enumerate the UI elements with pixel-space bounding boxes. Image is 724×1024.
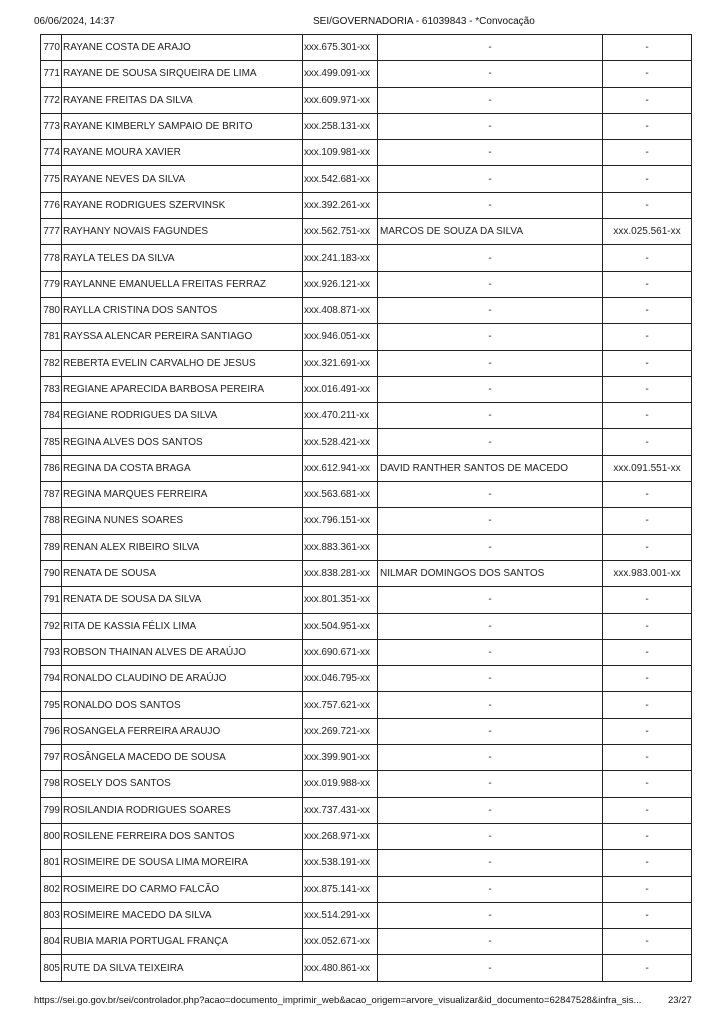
candidate-name: RAYANE KIMBERLY SAMPAIO DE BRITO: [62, 113, 303, 139]
row-number: 780: [41, 297, 62, 323]
table-row: [41, 429, 692, 455]
table-row: [41, 192, 692, 218]
substitute-cpf: -: [603, 87, 692, 113]
candidate-name: REGIANE APARECIDA BARBOSA PEREIRA: [62, 376, 303, 402]
document-title: SEI/GOVERNADORIA - 61039843 - *Convocação: [313, 16, 535, 27]
row-number: 805: [41, 955, 62, 981]
candidate-name: REGINA NUNES SOARES: [62, 508, 303, 534]
row-number: 770: [41, 35, 62, 61]
candidate-cpf: xxx.542.681-xx: [303, 166, 378, 192]
candidate-cpf: xxx.946.051-xx: [303, 324, 378, 350]
substitute-cpf: -: [603, 403, 692, 429]
substitute-cpf: -: [603, 902, 692, 928]
table-row: [41, 350, 692, 376]
substitute-cpf: -: [603, 166, 692, 192]
row-number: 785: [41, 429, 62, 455]
candidate-name: ROSÂNGELA MACEDO DE SOUSA: [62, 745, 303, 771]
substitute-cpf: -: [603, 771, 692, 797]
candidate-name: RAYANE FREITAS DA SILVA: [62, 87, 303, 113]
row-number: 794: [41, 666, 62, 692]
page-number: 23/27: [668, 995, 692, 1006]
candidate-name: ROSIMEIRE DE SOUSA LIMA MOREIRA: [62, 850, 303, 876]
table-row: [41, 403, 692, 429]
row-number: 800: [41, 823, 62, 849]
table-row: [41, 271, 692, 297]
candidate-cpf: xxx.019.988-xx: [303, 771, 378, 797]
table-row: [41, 876, 692, 902]
substitute-name: -: [378, 613, 603, 639]
substitute-cpf: -: [603, 508, 692, 534]
table-row: [41, 87, 692, 113]
substitute-name: -: [378, 166, 603, 192]
substitute-name: -: [378, 87, 603, 113]
row-number: 776: [41, 192, 62, 218]
substitute-cpf: -: [603, 587, 692, 613]
row-number: 788: [41, 508, 62, 534]
candidate-name: ROSIMEIRE DO CARMO FALCÃO: [62, 876, 303, 902]
substitute-name: -: [378, 587, 603, 613]
candidate-cpf: xxx.737.431-xx: [303, 797, 378, 823]
candidate-name: REGINA ALVES DOS SANTOS: [62, 429, 303, 455]
page-url: https://sei.go.gov.br/sei/controlador.php?acao=documento_imprimir_web&acao_origem=arvore_visualizar&id_documento=62847528&infra_sis...: [34, 995, 642, 1006]
candidate-name: RONALDO CLAUDINO DE ARAÚJO: [62, 666, 303, 692]
row-number: 797: [41, 745, 62, 771]
substitute-name: -: [378, 376, 603, 402]
candidate-name: REGIANE RODRIGUES DA SILVA: [62, 403, 303, 429]
candidate-cpf: xxx.016.491-xx: [303, 376, 378, 402]
candidate-name: ROSELY DOS SANTOS: [62, 771, 303, 797]
table-row: [41, 823, 692, 849]
substitute-name: -: [378, 797, 603, 823]
candidate-cpf: xxx.052.671-xx: [303, 929, 378, 955]
candidate-name: RAYANE NEVES DA SILVA: [62, 166, 303, 192]
row-number: 783: [41, 376, 62, 402]
substitute-name: -: [378, 271, 603, 297]
substitute-name: -: [378, 902, 603, 928]
table-row: [41, 61, 692, 87]
row-number: 779: [41, 271, 62, 297]
table-row: [41, 902, 692, 928]
candidate-name: RAYANE COSTA DE ARAJO: [62, 35, 303, 61]
candidate-name: RAYANE RODRIGUES SZERVINSK: [62, 192, 303, 218]
candidate-name: RENAN ALEX RIBEIRO SILVA: [62, 534, 303, 560]
row-number: 773: [41, 113, 62, 139]
candidate-name: ROBSON THAINAN ALVES DE ARAÚJO: [62, 639, 303, 665]
row-number: 799: [41, 797, 62, 823]
candidate-cpf: xxx.046.795-xx: [303, 666, 378, 692]
candidate-cpf: xxx.480.861-xx: [303, 955, 378, 981]
table-row: [41, 376, 692, 402]
table-row: [41, 560, 692, 586]
substitute-cpf: -: [603, 850, 692, 876]
substitute-cpf: -: [603, 271, 692, 297]
table-row: [41, 140, 692, 166]
table-row: [41, 639, 692, 665]
substitute-cpf: -: [603, 482, 692, 508]
substitute-name: -: [378, 297, 603, 323]
substitute-name: -: [378, 482, 603, 508]
substitute-cpf: -: [603, 192, 692, 218]
substitute-cpf: -: [603, 35, 692, 61]
substitute-cpf: -: [603, 324, 692, 350]
row-number: 787: [41, 482, 62, 508]
table-row: [41, 745, 692, 771]
substitute-name: -: [378, 403, 603, 429]
substitute-cpf: -: [603, 61, 692, 87]
candidate-cpf: xxx.504.951-xx: [303, 613, 378, 639]
candidate-name: ROSANGELA FERREIRA ARAUJO: [62, 718, 303, 744]
row-number: 802: [41, 876, 62, 902]
substitute-cpf: -: [603, 613, 692, 639]
substitute-name: -: [378, 929, 603, 955]
substitute-cpf: -: [603, 350, 692, 376]
convocation-table: [40, 34, 692, 982]
row-number: 781: [41, 324, 62, 350]
candidate-name: ROSILENE FERREIRA DOS SANTOS: [62, 823, 303, 849]
substitute-cpf: -: [603, 297, 692, 323]
row-number: 789: [41, 534, 62, 560]
candidate-cpf: xxx.109.981-xx: [303, 140, 378, 166]
table-row: [41, 455, 692, 481]
candidate-cpf: xxx.470.211-xx: [303, 403, 378, 429]
candidate-name: RUBIA MARIA PORTUGAL FRANÇA: [62, 929, 303, 955]
candidate-name: RAYANE DE SOUSA SIRQUEIRA DE LIMA: [62, 61, 303, 87]
candidate-cpf: xxx.757.621-xx: [303, 692, 378, 718]
row-number: 784: [41, 403, 62, 429]
row-number: 803: [41, 902, 62, 928]
table-row: [41, 692, 692, 718]
table-row: [41, 850, 692, 876]
candidate-cpf: xxx.241.183-xx: [303, 245, 378, 271]
candidate-cpf: xxx.408.871-xx: [303, 297, 378, 323]
substitute-name: -: [378, 245, 603, 271]
candidate-cpf: xxx.796.151-xx: [303, 508, 378, 534]
substitute-name: -: [378, 639, 603, 665]
substitute-name: -: [378, 534, 603, 560]
row-number: 786: [41, 455, 62, 481]
substitute-cpf: -: [603, 718, 692, 744]
row-number: 778: [41, 245, 62, 271]
table-row: [41, 324, 692, 350]
candidate-cpf: xxx.269.721-xx: [303, 718, 378, 744]
row-number: 804: [41, 929, 62, 955]
substitute-name: -: [378, 350, 603, 376]
table-row: [41, 718, 692, 744]
candidate-cpf: xxx.268.971-xx: [303, 823, 378, 849]
row-number: 793: [41, 639, 62, 665]
substitute-name: -: [378, 666, 603, 692]
candidate-name: RENATA DE SOUSA: [62, 560, 303, 586]
table-row: [41, 929, 692, 955]
table-row: [41, 508, 692, 534]
substitute-cpf: -: [603, 376, 692, 402]
candidate-cpf: xxx.392.261-xx: [303, 192, 378, 218]
substitute-cpf: xxx.025.561-xx: [603, 219, 692, 245]
candidate-cpf: xxx.883.361-xx: [303, 534, 378, 560]
candidate-name: RAYLLA CRISTINA DOS SANTOS: [62, 297, 303, 323]
substitute-cpf: xxx.983.001-xx: [603, 560, 692, 586]
row-number: 782: [41, 350, 62, 376]
candidate-name: ROSILANDIA RODRIGUES SOARES: [62, 797, 303, 823]
row-number: 775: [41, 166, 62, 192]
row-number: 798: [41, 771, 62, 797]
candidate-cpf: xxx.538.191-xx: [303, 850, 378, 876]
table-row: [41, 534, 692, 560]
row-number: 774: [41, 140, 62, 166]
substitute-cpf: -: [603, 113, 692, 139]
substitute-cpf: -: [603, 876, 692, 902]
candidate-name: RAYLANNE EMANUELLA FREITAS FERRAZ: [62, 271, 303, 297]
substitute-name: -: [378, 192, 603, 218]
row-number: 792: [41, 613, 62, 639]
table-row: [41, 797, 692, 823]
candidate-cpf: xxx.612.941-xx: [303, 455, 378, 481]
substitute-cpf: -: [603, 929, 692, 955]
candidate-name: RONALDO DOS SANTOS: [62, 692, 303, 718]
table-row: [41, 666, 692, 692]
candidate-name: RAYANE MOURA XAVIER: [62, 140, 303, 166]
candidate-cpf: xxx.528.421-xx: [303, 429, 378, 455]
candidate-name: RUTE DA SILVA TEIXEIRA: [62, 955, 303, 981]
substitute-name: NILMAR DOMINGOS DOS SANTOS: [378, 560, 603, 586]
table-row: [41, 113, 692, 139]
row-number: 801: [41, 850, 62, 876]
substitute-name: MARCOS DE SOUZA DA SILVA: [378, 219, 603, 245]
substitute-name: -: [378, 113, 603, 139]
substitute-name: -: [378, 429, 603, 455]
candidate-cpf: xxx.563.681-xx: [303, 482, 378, 508]
substitute-name: -: [378, 35, 603, 61]
table-row: [41, 297, 692, 323]
row-number: 772: [41, 87, 62, 113]
substitute-cpf: -: [603, 823, 692, 849]
substitute-name: -: [378, 745, 603, 771]
candidate-cpf: xxx.514.291-xx: [303, 902, 378, 928]
substitute-name: -: [378, 140, 603, 166]
candidate-cpf: xxx.926.121-xx: [303, 271, 378, 297]
substitute-cpf: xxx.091.551-xx: [603, 455, 692, 481]
candidate-cpf: xxx.258.131-xx: [303, 113, 378, 139]
table-row: [41, 613, 692, 639]
candidate-cpf: xxx.562.751-xx: [303, 219, 378, 245]
row-number: 771: [41, 61, 62, 87]
candidate-cpf: xxx.499.091-xx: [303, 61, 378, 87]
substitute-cpf: -: [603, 534, 692, 560]
candidate-name: RENATA DE SOUSA DA SILVA: [62, 587, 303, 613]
substitute-cpf: -: [603, 955, 692, 981]
candidate-name: RAYLA TELES DA SILVA: [62, 245, 303, 271]
row-number: 791: [41, 587, 62, 613]
substitute-cpf: -: [603, 639, 692, 665]
substitute-name: -: [378, 955, 603, 981]
candidate-cpf: xxx.609.971-xx: [303, 87, 378, 113]
candidate-cpf: xxx.801.351-xx: [303, 587, 378, 613]
substitute-cpf: -: [603, 245, 692, 271]
substitute-name: -: [378, 876, 603, 902]
substitute-cpf: -: [603, 666, 692, 692]
candidate-name: REGINA DA COSTA BRAGA: [62, 455, 303, 481]
substitute-name: -: [378, 508, 603, 534]
substitute-name: -: [378, 692, 603, 718]
candidate-cpf: xxx.875.141-xx: [303, 876, 378, 902]
table-row: [41, 771, 692, 797]
candidate-cpf: xxx.690.671-xx: [303, 639, 378, 665]
table-row: [41, 955, 692, 981]
substitute-name: -: [378, 718, 603, 744]
substitute-name: -: [378, 823, 603, 849]
row-number: 790: [41, 560, 62, 586]
row-number: 796: [41, 718, 62, 744]
table-row: [41, 245, 692, 271]
row-number: 777: [41, 219, 62, 245]
table-row: [41, 587, 692, 613]
substitute-name: -: [378, 324, 603, 350]
substitute-name: -: [378, 61, 603, 87]
substitute-cpf: -: [603, 429, 692, 455]
table-row: [41, 35, 692, 61]
substitute-cpf: -: [603, 797, 692, 823]
candidate-cpf: xxx.838.281-xx: [303, 560, 378, 586]
substitute-cpf: -: [603, 745, 692, 771]
candidate-name: RITA DE KASSIA FÉLIX LIMA: [62, 613, 303, 639]
candidate-name: REGINA MARQUES FERREIRA: [62, 482, 303, 508]
substitute-name: -: [378, 850, 603, 876]
table-row: [41, 482, 692, 508]
candidate-name: REBERTA EVELIN CARVALHO DE JESUS: [62, 350, 303, 376]
substitute-cpf: -: [603, 692, 692, 718]
print-datetime: 06/06/2024, 14:37: [34, 16, 115, 27]
substitute-name: DAVID RANTHER SANTOS DE MACEDO: [378, 455, 603, 481]
substitute-name: -: [378, 771, 603, 797]
table-body: [41, 35, 692, 982]
candidate-name: RAYHANY NOVAIS FAGUNDES: [62, 219, 303, 245]
candidate-cpf: xxx.675.301-xx: [303, 35, 378, 61]
candidate-name: RAYSSA ALENCAR PEREIRA SANTIAGO: [62, 324, 303, 350]
table-row: [41, 219, 692, 245]
candidate-cpf: xxx.399.901-xx: [303, 745, 378, 771]
candidate-cpf: xxx.321.691-xx: [303, 350, 378, 376]
table-row: [41, 166, 692, 192]
substitute-cpf: -: [603, 140, 692, 166]
row-number: 795: [41, 692, 62, 718]
candidate-name: ROSIMEIRE MACEDO DA SILVA: [62, 902, 303, 928]
